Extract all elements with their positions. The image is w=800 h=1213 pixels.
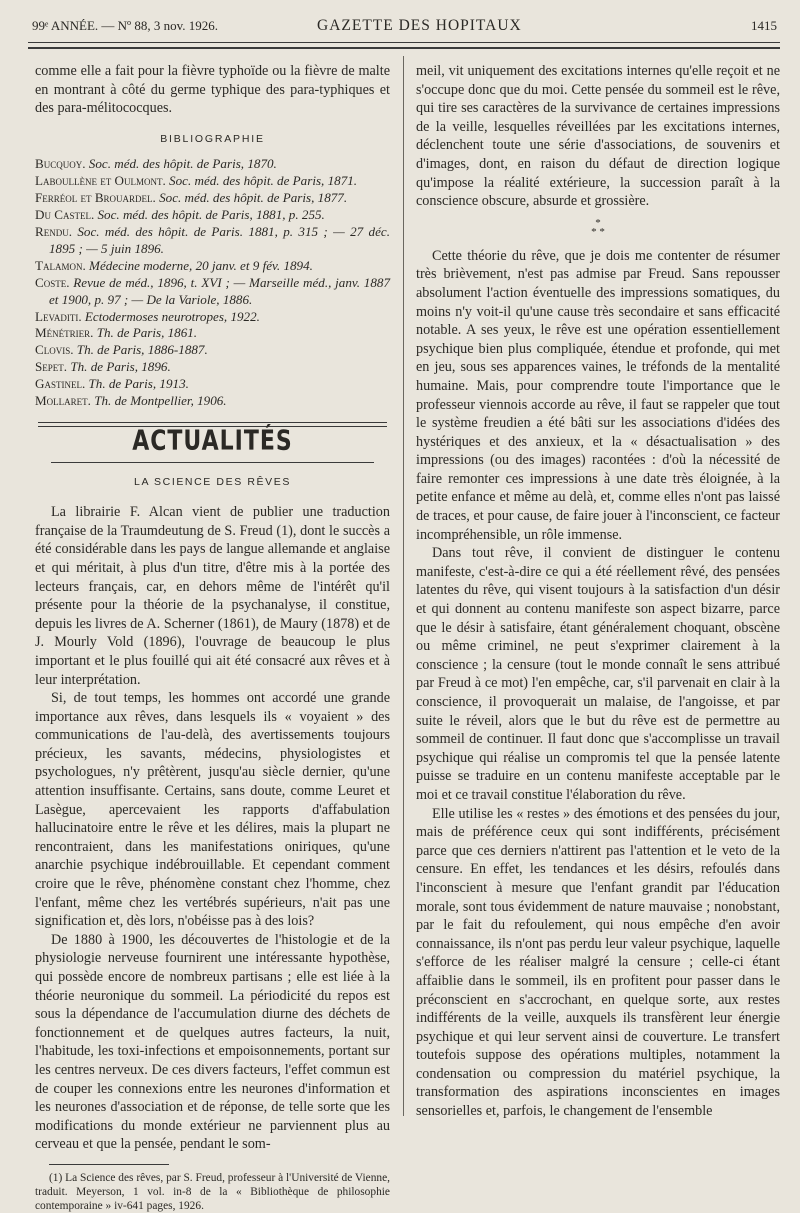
bibliography-entry (35, 359, 390, 376)
bibliography-entry (35, 393, 390, 410)
bibliography-entry (35, 275, 390, 309)
bibliography-reference: Th. de Paris, 1861. (93, 325, 198, 341)
bibliography-entry (35, 258, 390, 275)
bibliography-reference: Revue de méd., 1896, t. XVI ; — Marseille méd., janv. 1887 et 1900, p. 97 ; — De la Variole, 1886. (49, 274, 390, 307)
bibliography-reference: Th. de Montpellier, 1906. (90, 393, 227, 409)
bibliography-entry (35, 190, 390, 207)
bibliography-heading: BIBLIOGRAPHIE (160, 132, 265, 145)
bibliography-list (35, 156, 390, 410)
header-rule-thick (28, 47, 780, 49)
bibliography-entry (35, 342, 390, 359)
bibliography-reference: Ectodermoses neurotropes, 1922. (81, 308, 260, 324)
bibliography-reference: Soc. méd. des hôpit. de Paris, 1870. (85, 156, 277, 172)
article-paragraph: Si, de tout temps, les hommes ont accordé une grande importance aux rêves, dans lesquels ils « voyaient » des communications de l'au-delà, des avertissements toujours précieux, les savants, médecins, physiologistes et psychologues, n'y prêtèrent, jusqu'au siècle dernier, qu'une attention insuffisante. Certains, sans doute, comme Leuret et Lasègue, apercevaient les rapports d'affabulation hallucinatoire entre le rêve et les délires, mais la plupart ne rencontraient, dans les manifestations oniriques, qu'une anarchie psychique indébrouillable. Et cependant comment croire que le rêve, phénomène constant chez l'homme, chez l'enfant, même chez les vertébrés supérieurs, n'ait pas une signification et, dès lors, n'obéisse pas à des lois? (35, 690, 390, 930)
bibliography-reference: Soc. méd. des hôpit. de Paris, 1877. (155, 190, 348, 206)
article-paragraph: meil, vit uniquement des excitations internes qu'elle reçoit et ne s'occupe donc que du moi. Cette pensée du sommeil est le rêve, qui tire ses caractères de la survivance de certaines impressions de la veille, lesquelles réveillées par les excitations internes, déclenchent toute une série d'associations, de souvenirs et d'images, dont, en raison du défaut de direction logique qu'impose la réalité extérieure, la succession paraît à la conscience obscure, absurde et grossière. (416, 63, 780, 210)
bibliography-author: Laboullène et Oulmont. (35, 173, 166, 189)
bibliography-entry (35, 325, 390, 342)
page-header (32, 14, 777, 38)
bibliography-author: Bucquoy. (35, 156, 86, 172)
article-paragraph: Cette théorie du rêve, que je dois me contenter de résumer très brièvement, n'est pas admise par Freud. Sans repousser absolument l'action éventuelle des impressions somatiques, du moins n'y voit-il qu'une cause très secondaire et sans efficacité notable. A ses yeux, le rêve est une opération essentiellement psychique bien plus compliquée, étendue et profonde, qui met en jeu, sous ses apparences vaines, le tréfonds de la mentalité humaine. Mais, pour comprendre toute l'importance que le professeur viennois accorde au rêve, il faut se rappeler que tout le système freudien a été bâti sur les associations d'idées des hystériques et des anxieux, et la « désactualisation » des impressions (ou des images) racontées : d'où la nécessité de faire remonter ces impressions à une date très éloignée, à la petite enfance et même au delà, et, comme elles n'ont pas laissé de traces, et pour cause, de faire jouer à l'inconscient, ce facteur incompréhensible, un rôle immense. (416, 247, 780, 543)
asterism-line: * (595, 216, 601, 229)
bibliography-entry (35, 224, 390, 258)
article-paragraph: Dans tout rêve, il convient de distinguer le contenu manifeste, c'est-à-dire ce qui a été réellement rêvé, des pensées latentes du rêve, qui visent toujours à la satisfaction d'un désir et qui donnent au contenu manifeste son aspect bizarre, parce que le désir à satisfaire, étant généralement choquant, obscène ou même criminel, ne peut s'exprimer clairement à la conscience ; la censure (tout le monde connaît le sens attribué par Freud à ce mot) l'en empêche, car, s'il parvenait en clair à la conscience, il provoquerait un malaise, de l'angoisse, et par suite le réveil, alors que le but du rêve est de permettre au sommeil de continuer. Il faut donc que s'accomplisse un travail psychique qui réalise un compromis tel que la pensée latente puisse se traduire en un contenu manifeste acceptable par le moi et ce travail constitue l'élaboration du rêve. (416, 545, 780, 803)
bibliography-author: Ménétrier. (35, 325, 94, 341)
header-rule (28, 42, 780, 43)
article-title: LA SCIENCE DES RÊVES (51, 462, 374, 492)
bibliography-entry (35, 173, 390, 190)
asterism-line: * * (591, 225, 605, 238)
issue-info: 99ᵉ ANNÉE. — Nº 88, 3 nov. 1926. (32, 18, 218, 33)
bibliography-author: Ferréol et Brouardel. (35, 190, 156, 206)
bibliography-entry (35, 309, 390, 326)
bibliography-author: Mollaret. (35, 393, 91, 409)
bibliography-author: Gastinel. (35, 376, 86, 392)
bibliography-reference: Soc. méd. des hôpit. de Paris. 1881, p. 315 ; — 27 déc. 1895 ; — 5 juin 1896. (49, 224, 390, 256)
right-column (416, 62, 780, 1122)
column-divider (403, 56, 404, 1116)
bibliography-author: Coste. (35, 274, 70, 290)
bibliography-author: Talamon. (35, 257, 86, 273)
bibliography-author: Levaditi. (35, 308, 82, 324)
bibliography-entry (35, 207, 390, 224)
bibliography-reference: Soc. méd. des hôpit. de Paris, 1881, p. 255. (94, 207, 325, 223)
bibliography-author: Rendu. (35, 224, 73, 239)
bibliography-entry (35, 156, 390, 173)
bibliography-author: Clovis. (35, 342, 74, 358)
bibliography-reference: Th. de Paris, 1896. (67, 359, 171, 375)
article-paragraph: La librairie F. Alcan vient de publier une traduction française de la Traumdeutung de S. Freud (1), dont le succès a été considérable dans les pays de langue allemande et anglaise et qui méritait, à plus d'un titre, d'être mis à la portée des lecteurs français, car, en dehors même de l'intérêt qu'il présente pour la théorie de la psychanalyse, il constitue, depuis les livres de A. Scherner (1861), de Maury (1878) et de J. Mourly Vold (1896), l'ouvrage de beaucoup le plus important et le plus fouillé qui ait été consacré aux rêves et à leur interprétation. (35, 504, 390, 688)
bibliography-reference: Th. de Paris, 1913. (85, 376, 189, 392)
bibliography-reference: Médecine moderne, 20 janv. et 9 fév. 1894. (85, 257, 313, 273)
asterism-separator (416, 216, 780, 238)
footnote: (1) La Science des rêves, par S. Freud, professeur à l'Université de Vienne, traduit. Meyerson, 1 vol. in-8 de la « Bibliothèque de philosophie contemporaine » iv-641 pages, 1926. (35, 1171, 390, 1212)
section-title: ACTUALITÉS (132, 425, 293, 457)
article-paragraph: Elle utilise les « restes » des émotions et des pensées du jour, mais de préférence ceux qui sont indifférents, précisément parce que ces derniers n'attirent pas l'attention et le veto de la censure. En effet, les tendances et les désirs, refoulés dans l'inconscient à mesure que l'enfant grandit par l'éducation morale, sont tous évidemment de nature mauvaise ; nonobstant, par le fait du refoulement, qui nous empêche d'en avoir connaissance, ils n'ont pas perdu leur valeur psychique, laquelle s'efforce de les réaliser malgré la censure ; celle-ci étant affaiblie dans le sommeil, ils en profitent pour passer dans le préconscient en s'accrochant, en quelque sorte, aux restes indifférents de la veille, auxquels ils transfèrent leur énergie psychique et qui leur servent ainsi de couverture. Le transfert toutefois suppose des opérations multiples, notamment la condensation ou compression du matériel psychique, la transformation des aspirations inconscientes en images sensorielles et, parfois, le changement de l'ensemble (416, 805, 780, 1120)
left-column (35, 62, 390, 1212)
article-paragraph: De 1880 à 1900, les découvertes de l'histologie et de la physiologie nerveuse fournirent une intéressante hypothèse, qui possède encore de nombreux partisans ; elle est liée à la théorie neuronique du sommeil. La périodicité du repos est sous la dépendance de l'accumulation diurne des déchets de fonctionnement et de quelques autres facteurs, la nuit, l'habitude, les toxi-infections et empoisonnements, portant sur les centres nerveux. De ces divers facteurs, l'effet commun est de couper les connexions entre les neurones d'information et les neurones d'association et de réponse, de telle sorte que les modifications du monde extérieur ne parviennent plus au cerveau et que la pensée, pendant le som- (35, 931, 390, 1153)
footnote-rule (49, 1164, 169, 1165)
bibliography-author: Sepet. (35, 359, 68, 375)
journal-title: GAZETTE DES HOPITAUX (317, 17, 522, 34)
intro-paragraph: comme elle a fait pour la fièvre typhoïde ou la fièvre de malte en montrant à côté du germe typhique des para-typhiques et des para-mélitococques. (35, 63, 390, 117)
bibliography-author: Du Castel. (35, 207, 95, 223)
page-number: 1415 (751, 18, 777, 33)
bibliography-reference: Th. de Paris, 1886-1887. (73, 342, 208, 358)
bibliography-entry (35, 376, 390, 393)
bibliography-reference: Soc. méd. des hôpit. de Paris, 1871. (165, 173, 358, 189)
